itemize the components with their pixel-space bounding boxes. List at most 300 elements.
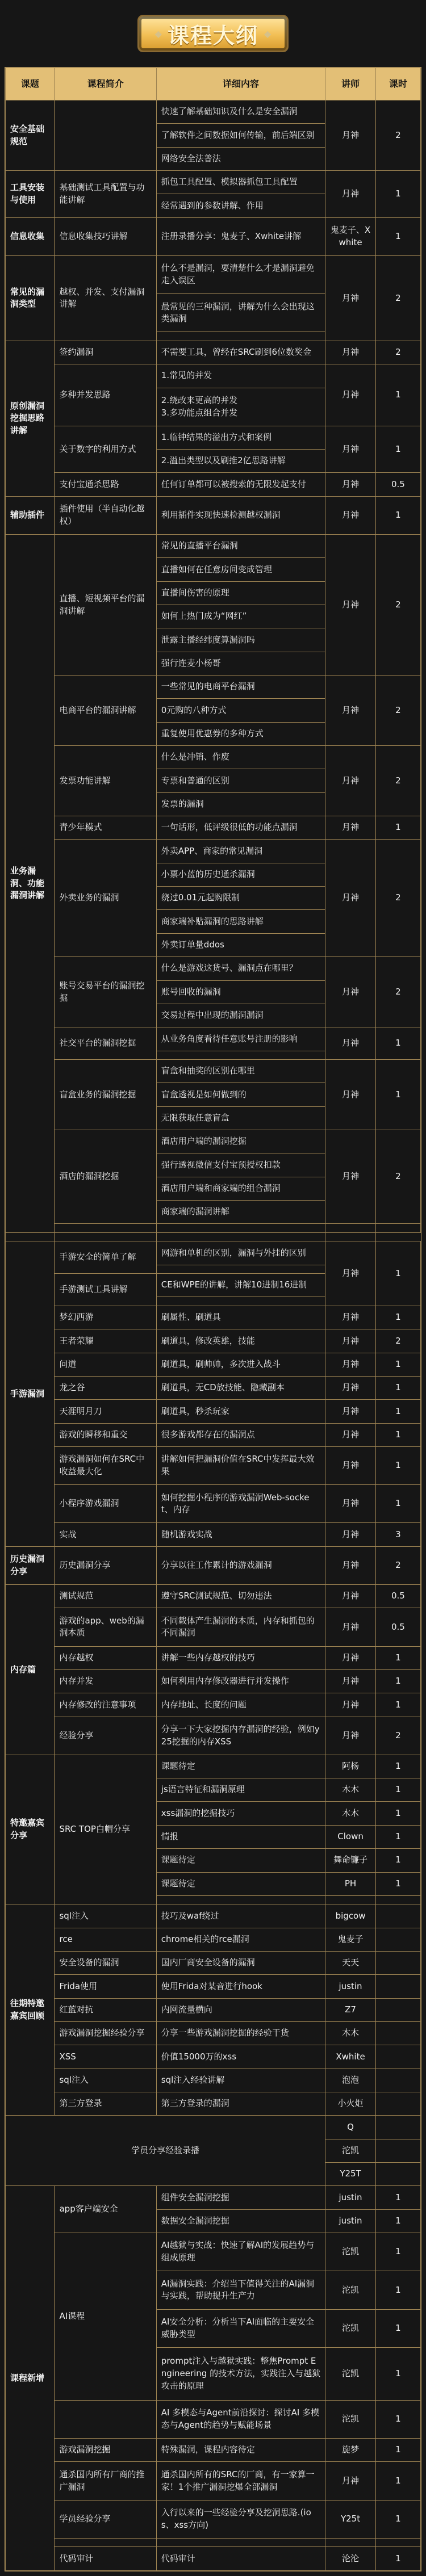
hours-cell: 1 <box>375 1825 420 1848</box>
topic-cell: 插件使用（半自动化越权） <box>55 496 156 534</box>
teacher-cell: 天天 <box>325 1951 376 1974</box>
hours-cell <box>375 1975 420 1998</box>
topic-cell: 问道 <box>55 1353 156 1376</box>
hours-cell: 2 <box>375 1130 420 1224</box>
table-row <box>6 1928 421 1951</box>
teacher-cell: 月神 <box>325 1306 376 1329</box>
topic-cell <box>6 1232 55 1241</box>
teacher-cell: justin <box>325 1975 376 1998</box>
hours-cell: 2 <box>375 840 420 957</box>
detail-cell: js语言特征和漏洞原理 <box>156 1778 325 1802</box>
detail-cell: 重复使用优惠券的多种方式 <box>156 722 325 745</box>
hours-cell <box>375 2022 420 2045</box>
teacher-cell: Z7 <box>325 1998 376 2021</box>
topic-cell: 游戏漏洞挖掘经验分享 <box>55 2022 156 2045</box>
teacher-cell: 月神 <box>325 171 376 218</box>
topic-cell: 直播、短视频平台的漏洞讲解 <box>55 534 156 675</box>
table-row <box>6 2186 421 2209</box>
hours-cell <box>375 2163 420 2186</box>
detail-cell: 酒店用户端的漏洞挖掘 <box>156 1130 325 1153</box>
table-row <box>6 341 421 364</box>
detail-cell: 小票小蓝的历史通杀漏洞 <box>156 863 325 886</box>
detail-cell: 了解软件之间数据如何传输，前后端区别 <box>156 124 325 147</box>
hours-cell: 1 <box>375 171 420 218</box>
hours-cell <box>375 2538 420 2546</box>
detail-cell: 课题待定 <box>156 1849 325 1872</box>
hours-cell: 1 <box>375 1376 420 1399</box>
detail-cell: 盲盒透视是如何做到的 <box>156 1083 325 1106</box>
teacher-cell: 月神 <box>325 1523 376 1546</box>
detail-cell: 讲解一些内存越权的技巧 <box>156 1646 325 1669</box>
detail-cell: 强行透视微信支付宝预授权扣款 <box>156 1153 325 1177</box>
detail-cell: 使用Frida对某音进行hook <box>156 1975 325 1998</box>
topic-cell: 手游测试工具讲解 <box>55 1274 156 1306</box>
hours-cell: 1 <box>375 2233 420 2271</box>
detail-cell: 第三方登录的漏洞 <box>156 2092 325 2116</box>
detail-cell: 价值15000万的xss <box>156 2045 325 2069</box>
teacher-cell: 沦沦 <box>325 2547 376 2571</box>
teacher-cell: 月神 <box>325 1353 376 1376</box>
teacher-cell: 月神 <box>325 1329 376 1353</box>
teacher-cell <box>325 1224 376 1232</box>
detail-cell: 强行连麦小杨哥 <box>156 652 325 675</box>
teacher-cell: 月神 <box>325 473 376 496</box>
hours-cell: 1 <box>375 496 420 534</box>
topic-cell: 青少年模式 <box>55 816 156 840</box>
topic-cell: 经验分享 <box>55 1717 156 1755</box>
topic-cell: 通杀国内所有厂商的推广漏洞 <box>55 2462 156 2500</box>
hours-cell: 2 <box>375 100 420 171</box>
detail-cell: 很多游戏都存在的漏洞点 <box>156 1423 325 1446</box>
section-cell: 信息收集 <box>6 217 55 255</box>
table-row <box>6 957 421 980</box>
table-row <box>6 364 421 388</box>
teacher-cell: 月神 <box>325 100 376 171</box>
title-bar <box>0 0 426 67</box>
teacher-cell: 月神 <box>325 1485 376 1523</box>
table-row <box>6 2538 421 2546</box>
section-cell: 历史漏洞分享 <box>6 1546 55 1584</box>
teacher-cell: 月神 <box>325 2462 376 2500</box>
teacher-cell: 月神 <box>325 534 376 675</box>
topic-cell: XSS <box>55 2045 156 2069</box>
teacher-cell: 月神 <box>325 1400 376 1423</box>
hours-cell <box>375 1904 420 1928</box>
hours-cell: 1 <box>375 1872 420 1895</box>
section-cell: 内存篇 <box>6 1584 55 1755</box>
hours-cell: 0.5 <box>375 1584 420 1608</box>
section-cell: 课程新增 <box>6 2186 55 2571</box>
teacher-cell: justin <box>325 2186 376 2209</box>
topic-cell: 多种并发思路 <box>55 364 156 426</box>
table-row <box>6 2092 421 2116</box>
detail-cell <box>55 1232 156 1241</box>
teacher-cell: 月神 <box>325 1546 376 1584</box>
detail-cell: 什么不是漏洞，要清楚什么才是漏洞避免走入误区 <box>156 255 325 293</box>
teacher-cell: 月神 <box>325 746 376 816</box>
detail-cell <box>156 332 325 341</box>
page-title: 课程大纲 <box>167 23 258 48</box>
hours-cell: 3 <box>375 1523 420 1546</box>
header-section: 课题 <box>6 68 55 100</box>
table-row <box>6 816 421 840</box>
topic-cell <box>55 2400 156 2438</box>
topic-cell: 账号交易平台的漏洞挖掘 <box>55 957 156 1027</box>
detail-cell: 通杀国内所有的SRC的厂商，有一家算一家！1个推广漏洞挖爆全部漏洞 <box>156 2462 325 2500</box>
detail-cell: 1.临钟结果的溢出方式和案例 <box>156 426 325 449</box>
section-cell: 业务漏洞、功能漏洞讲解 <box>6 534 55 1232</box>
teacher-cell: 沱凯 <box>325 2233 376 2271</box>
topic-cell: 电商平台的漏洞讲解 <box>55 676 156 746</box>
table-row <box>6 2462 421 2500</box>
table-row <box>6 2022 421 2045</box>
teacher-cell: 月神 <box>325 1376 376 1399</box>
course-table-container <box>5 67 421 2571</box>
teacher-cell: 沱凯 <box>325 2309 376 2347</box>
hours-cell: 1 <box>375 2186 420 2209</box>
hours-cell: 2 <box>375 1717 420 1755</box>
topic-cell: 测试规范 <box>55 1584 156 1608</box>
table-row <box>6 2500 421 2538</box>
table-row <box>6 496 421 534</box>
table-row <box>6 840 421 863</box>
hours-cell <box>375 1951 420 1974</box>
hours-cell: 0.5 <box>375 473 420 496</box>
teacher-cell: 月神 <box>325 676 376 746</box>
detail-cell: 2.溢出类型以及刷推2亿思路讲解 <box>156 450 325 473</box>
detail-cell: 最常见的三种漏洞，讲解为什么会出现这类漏洞 <box>156 294 325 332</box>
detail-cell: 组件安全漏洞挖掘 <box>156 2186 325 2209</box>
detail-cell: 随机游戏实战 <box>156 1523 325 1546</box>
table-header <box>6 68 421 100</box>
table-row <box>6 1904 421 1928</box>
table-row <box>6 2116 421 2139</box>
detail-cell: 刷道具，修改英雄，技能 <box>156 1329 325 1353</box>
topic-cell: 内存修改的注意事项 <box>55 1693 156 1717</box>
detail-cell: 技巧及waf绕过 <box>156 1904 325 1928</box>
hours-cell: 1 <box>375 1669 420 1693</box>
topic-cell <box>55 2538 156 2546</box>
detail-cell: 网游和单机的区别，漏洞与外挂的区别 <box>156 1241 325 1265</box>
topic-cell: 支付宝通杀思路 <box>55 473 156 496</box>
section-cell: 工具安装与使用 <box>6 171 55 218</box>
topic-cell: 关于数字的利用方式 <box>55 426 156 473</box>
detail-cell: 内存地址、长度的问题 <box>156 1693 325 1717</box>
teacher-cell: 月神 <box>325 1608 376 1646</box>
table-row <box>6 217 421 255</box>
topic-cell: 游戏的app、web的漏洞本质 <box>55 1608 156 1646</box>
table-row <box>6 1130 421 1153</box>
hours-cell <box>375 1998 420 2021</box>
teacher-cell: 月神 <box>325 1027 376 1060</box>
topic-cell: 游戏的瞬移和重交 <box>55 1423 156 1446</box>
table-row <box>6 1608 421 1646</box>
topic-cell: 酒店的漏洞挖掘 <box>55 1130 156 1224</box>
table-row <box>6 1376 421 1399</box>
detail-cell: 抓包工具配置、模拟器抓包工具配置 <box>156 171 325 194</box>
header-detail: 详细内容 <box>156 68 325 100</box>
hours-cell: 2 <box>375 957 420 1027</box>
teacher-cell: bigcow <box>325 1904 376 1928</box>
hours-cell <box>375 1224 420 1232</box>
teacher-cell <box>325 2538 376 2546</box>
table-row <box>6 1329 421 1353</box>
detail-cell: 入行以来的一些经验分享及挖洞思路.(ios、xss方向) <box>156 2500 325 2538</box>
hours-cell <box>375 1928 420 1951</box>
table-row <box>6 473 421 496</box>
section-cell: 手游漏洞 <box>6 1241 55 1546</box>
detail-cell: 网络安全法普法 <box>156 147 325 170</box>
detail-cell: AI安全分析：分析当下AI面临的主要安全威胁类型 <box>156 2309 325 2347</box>
detail-cell: 刷道具，刷帅帅，多次进入战斗 <box>156 1353 325 1376</box>
hours-cell <box>375 2092 420 2116</box>
teacher-cell: PH <box>325 1872 376 1895</box>
detail-cell: 账号回收的漏洞 <box>156 980 325 1004</box>
detail-cell: 泄露主播经纬度算漏洞吗 <box>156 628 325 652</box>
detail-cell: 交易过程中出现的漏洞漏洞 <box>156 1004 325 1027</box>
hours-cell: 1 <box>375 1446 420 1484</box>
detail-cell: xss漏洞的挖掘技巧 <box>156 1802 325 1825</box>
hours-cell: 1 <box>375 426 420 473</box>
hours-cell: 1 <box>375 2347 420 2400</box>
table-row <box>6 1546 421 1584</box>
teacher-cell: 月神 <box>325 341 376 364</box>
detail-cell <box>156 1895 325 1904</box>
detail-cell: 盲盒和抽奖的区别在哪里 <box>156 1060 325 1083</box>
teacher-cell: 月神 <box>325 1060 376 1130</box>
detail-cell: 国内厂商安全设备的漏洞 <box>156 1951 325 1974</box>
table-row <box>6 2233 421 2271</box>
hours-cell: 1 <box>375 1778 420 1802</box>
hours-cell: 1 <box>375 1423 420 1446</box>
hours-cell <box>375 2069 420 2092</box>
table-row <box>6 1241 421 1265</box>
detail-cell: 酒店用户端和商家端的组合漏洞 <box>156 1177 325 1200</box>
section-cell: 原创漏洞挖掘思路讲解 <box>6 341 55 496</box>
hours-cell: 1 <box>375 1802 420 1825</box>
hours-cell: 1 <box>375 1306 420 1329</box>
table-row <box>6 1224 421 1232</box>
detail-cell: 2.绕改来更高的并发 3.多功能点组合并发 <box>156 388 325 426</box>
teacher-cell: 月神 <box>325 1130 376 1224</box>
teacher-cell: Clown <box>325 1825 376 1848</box>
topic-cell: 手游安全的简单了解 <box>55 1241 156 1274</box>
teacher-cell: 月神 <box>325 1646 376 1669</box>
detail-cell: 外卖订单量ddos <box>156 933 325 956</box>
teacher-cell: 沱凯 <box>325 2400 376 2438</box>
table-row <box>6 1998 421 2021</box>
section-cell: 常见的漏洞类型 <box>6 255 55 341</box>
topic-cell: 外卖业务的漏洞 <box>55 840 156 957</box>
detail-cell: 1.常见的并发 <box>156 364 325 388</box>
hours-cell: 1 <box>375 1400 420 1423</box>
table-row <box>6 2045 421 2069</box>
detail-cell: AI 多模态与Agent前沿探讨：探讨AI 多模态与Agent的趋势与赋能场景 <box>156 2400 325 2438</box>
table-body <box>6 100 421 2571</box>
topic-cell: 游戏漏洞如何在SRC中收益最大化 <box>55 1446 156 1484</box>
teacher-cell: justin <box>325 2209 376 2233</box>
detail-cell: 不同载体产生漏洞的本质，内存和抓包的不同漏洞 <box>156 1608 325 1646</box>
detail-cell: 课题待定 <box>156 1872 325 1895</box>
teacher-cell: 月神 <box>325 840 376 957</box>
topic-cell: 越权、并发、支付漏洞讲解 <box>55 255 156 341</box>
detail-cell: 利用插件实现快速检测越权漏洞 <box>156 496 325 534</box>
table-row <box>6 1646 421 1669</box>
teacher-cell: 木木 <box>325 1802 376 1825</box>
hours-cell: 0.5 <box>375 1608 420 1646</box>
topic-cell: 内存并发 <box>55 1669 156 1693</box>
detail-cell <box>156 1265 325 1273</box>
detail-cell: 无限获取任意盲盒 <box>156 1106 325 1130</box>
teacher-cell: 木木 <box>325 2022 376 2045</box>
detail-cell: 刷属性、刷道具 <box>156 1306 325 1329</box>
teacher-cell: 鬼麦子 <box>325 1928 376 1951</box>
table-row <box>6 2400 421 2438</box>
table-row <box>6 1755 421 1778</box>
hours-cell <box>375 2139 420 2162</box>
detail-cell: 内网流量横向 <box>156 1998 325 2021</box>
teacher-cell: 舞命镰子 <box>325 1849 376 1872</box>
topic-cell: AI课程 <box>55 2233 156 2401</box>
topic-cell <box>55 100 156 171</box>
table-row <box>6 1353 421 1376</box>
table-row <box>6 255 421 293</box>
topic-cell: 游戏漏洞挖掘 <box>55 2439 156 2462</box>
teacher-cell: Xwhite <box>325 2045 376 2069</box>
header-row <box>6 68 421 100</box>
table-row <box>6 1584 421 1608</box>
hours-cell: 1 <box>375 1646 420 1669</box>
teacher-cell: 月神 <box>325 1717 376 1755</box>
topic-cell: 红蓝对抗 <box>55 1998 156 2021</box>
table-row <box>6 1027 421 1051</box>
topic-cell: 代码审计 <box>55 2547 156 2571</box>
hours-cell: 1 <box>375 816 420 840</box>
hours-cell: 1 <box>375 217 420 255</box>
header-teacher: 讲师 <box>325 68 376 100</box>
detail-cell: 注册录播分享：鬼麦子、Xwhite讲解 <box>156 217 325 255</box>
topic-cell: 发票功能讲解 <box>55 746 156 816</box>
teacher-cell: 月神 <box>325 1584 376 1608</box>
teacher-cell: 月神 <box>325 255 376 341</box>
teacher-cell: 月神 <box>325 1423 376 1446</box>
course-table <box>5 68 421 2571</box>
detail-cell: 如何挖掘小程序的游戏漏洞Web-socket、内存 <box>156 1485 325 1523</box>
hours-cell: 1 <box>375 1060 420 1130</box>
detail-cell: 分享一下大家挖掘内存漏洞的经验，例如y25挖掘的内存XSS <box>156 1717 325 1755</box>
hours-cell: 2 <box>375 255 420 341</box>
teacher-cell: 泡泡 <box>325 2069 376 2092</box>
teacher-cell: 月神 <box>325 426 376 473</box>
detail-cell: 一句话形，低评级很低的功能点漏洞 <box>156 816 325 840</box>
teacher-cell: 月神 <box>325 1693 376 1717</box>
detail-cell: 分享以往工作累计的游戏漏洞 <box>156 1546 325 1584</box>
detail-cell <box>156 1051 325 1059</box>
teacher-cell: 沱凯 <box>325 2139 376 2162</box>
hours-cell: 1 <box>375 1027 420 1060</box>
table-row <box>6 534 421 557</box>
table-row <box>6 1232 421 1241</box>
detail-cell: 绕过0.01元起购限制 <box>156 887 325 910</box>
hours-cell <box>325 1232 376 1241</box>
table-row <box>6 426 421 449</box>
detail-cell: AI漏洞实践：介绍当下值得关注的AI漏洞与实践，帮助提升生产力 <box>156 2271 325 2309</box>
teacher-cell: Y25T <box>325 2163 376 2186</box>
table-row <box>6 1523 421 1546</box>
table-row <box>6 2069 421 2092</box>
table-row <box>6 1423 421 1446</box>
topic-cell: SRC TOP白帽分享 <box>55 1755 156 1904</box>
title-deco-right: ◆ <box>264 28 272 39</box>
detail-cell: 任何订单都可以被搜索的无限发起支付 <box>156 473 325 496</box>
hours-cell: 2 <box>375 676 420 746</box>
detail-cell: 从业务角度看待任意账号注册的影响 <box>156 1027 325 1051</box>
section-cell: 往期特邀嘉宾回顾 <box>6 1904 55 2116</box>
teacher-cell: Q <box>325 2116 376 2139</box>
header-hours: 课时 <box>375 68 420 100</box>
detail-cell: 商家端的漏洞讲解 <box>156 1201 325 1224</box>
topic-cell: sql注入 <box>55 2069 156 2092</box>
hours-cell: 1 <box>375 2309 420 2347</box>
hours-cell: 1 <box>375 1755 420 1778</box>
header-topic: 课程简介 <box>55 68 156 100</box>
title-deco-left: ◆ <box>154 28 162 39</box>
detail-cell: 刷道具，秒杀玩家 <box>156 1400 325 1423</box>
table-row <box>6 1669 421 1693</box>
hours-cell <box>375 2045 420 2069</box>
hours-cell: 2 <box>375 1329 420 1353</box>
table-row <box>6 746 421 769</box>
topic-cell: 基础测试工具配置与功能讲解 <box>55 171 156 218</box>
hours-cell: 1 <box>375 1849 420 1872</box>
table-row <box>6 1975 421 1998</box>
topic-cell: 实战 <box>55 1523 156 1546</box>
title-badge <box>137 15 289 52</box>
teacher-cell: 月神 <box>325 364 376 426</box>
detail-cell: 如何上热门成为“网红” <box>156 605 325 628</box>
detail-cell: 商家端补贴漏洞的思路讲解 <box>156 910 325 933</box>
section-cell: 辅助插件 <box>6 496 55 534</box>
detail-cell <box>156 2538 325 2546</box>
teacher-cell: 沱凯 <box>325 2271 376 2309</box>
detail-cell: 直播间伤害的原理 <box>156 581 325 605</box>
detail-cell: 什么是游戏这货号、漏洞点在哪里？ <box>156 957 325 980</box>
topic-cell: rce <box>55 1928 156 1951</box>
teacher-cell: 月神 <box>325 1669 376 1693</box>
table-row <box>6 1306 421 1329</box>
table-row <box>6 676 421 699</box>
table-row <box>6 100 421 124</box>
detail-cell: 情报 <box>156 1825 325 1848</box>
teacher-cell: 木木 <box>325 1778 376 1802</box>
hours-cell: 1 <box>375 2439 420 2462</box>
teacher-cell: 月神 <box>325 1241 376 1306</box>
topic-cell: 龙之谷 <box>55 1376 156 1399</box>
detail-cell: 课题待定 <box>156 1755 325 1778</box>
table-row <box>6 1400 421 1423</box>
table-row <box>6 1060 421 1083</box>
table-row <box>6 2547 421 2571</box>
topic-cell: 内存越权 <box>55 1646 156 1669</box>
detail-cell: 代码审计 <box>156 2547 325 2571</box>
teacher-cell: 月神 <box>325 496 376 534</box>
teacher-cell: Y25t <box>325 2500 376 2538</box>
detail-cell: prompt注入与越狱实践：整焦Prompt Engineering 的技术方法，实践注入与越狱攻击的原理 <box>156 2347 325 2400</box>
topic-cell: 学员经验分享 <box>55 2500 156 2538</box>
detail-cell: 专票和普通的区别 <box>156 769 325 792</box>
hours-cell: 1 <box>375 2462 420 2500</box>
detail-cell: CE和WPE的讲解，讲解10进制16进制 <box>156 1274 325 1297</box>
